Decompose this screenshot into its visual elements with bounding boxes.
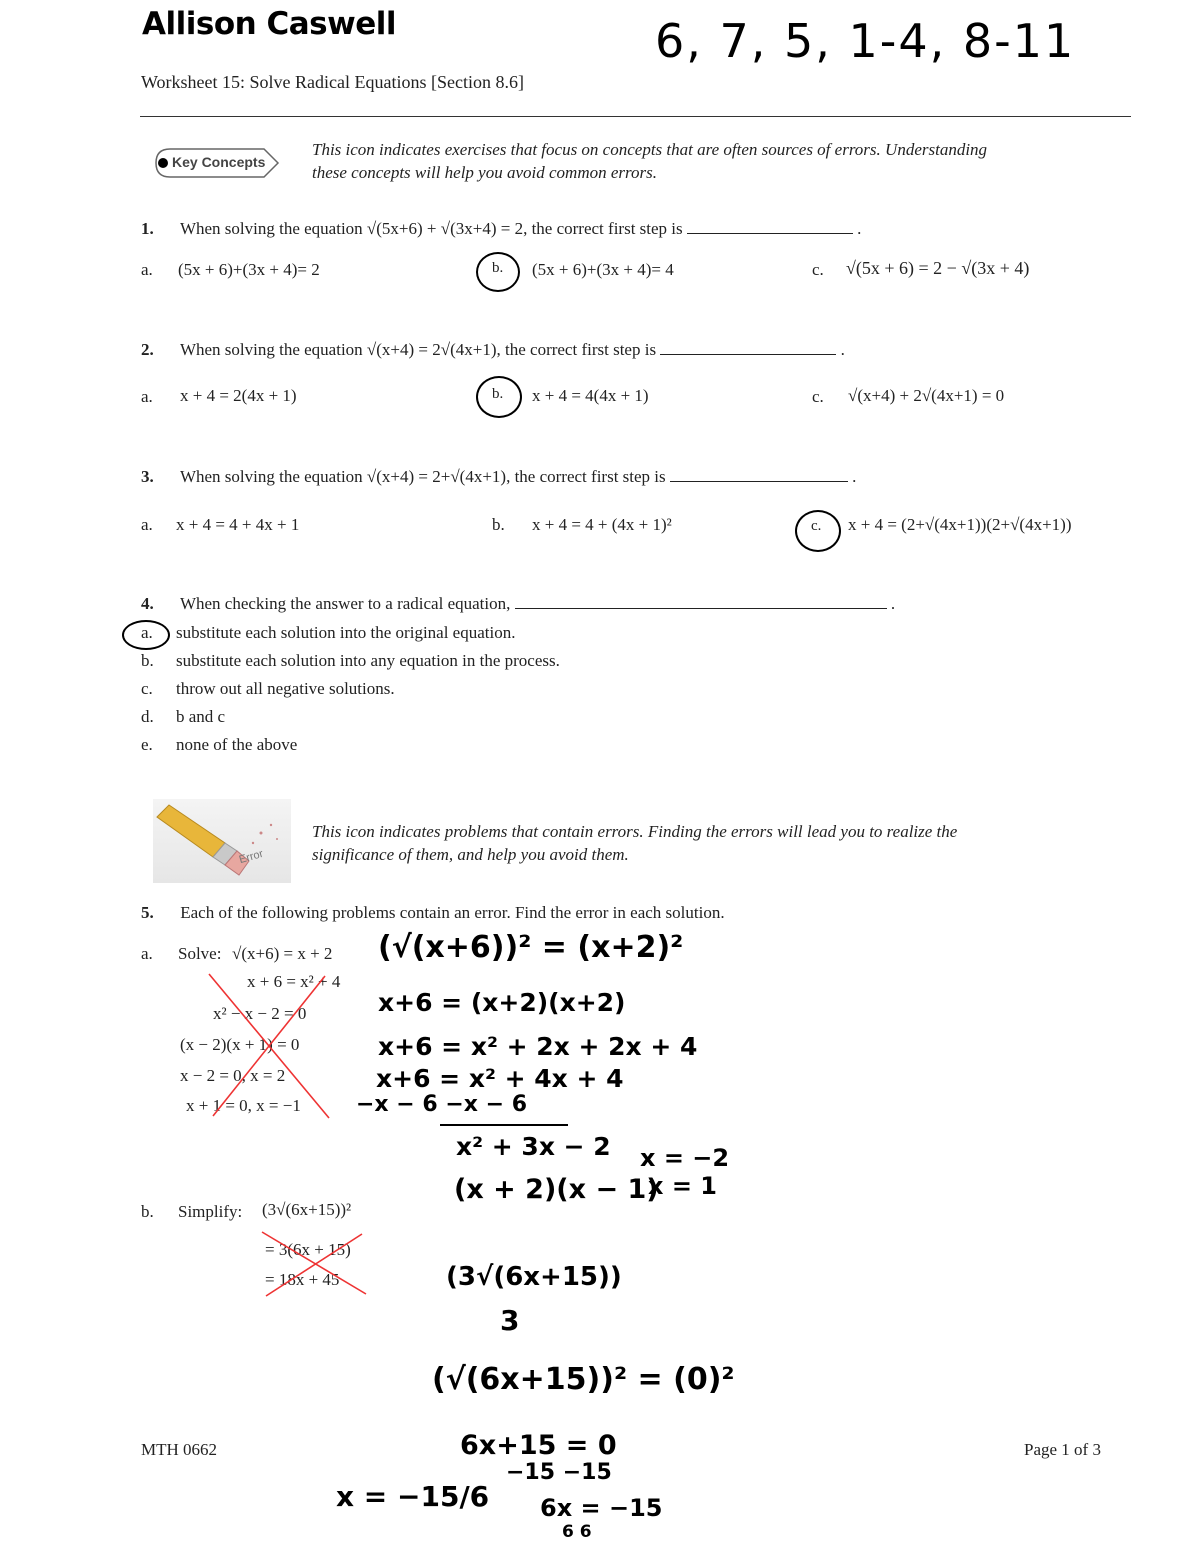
q3-option-b-letter: b.	[492, 515, 505, 534]
q5a-hand-step: x+6 = (x+2)(x+2)	[378, 988, 626, 1017]
answer-blank	[515, 594, 887, 609]
worksheet-title: Worksheet 15: Solve Radical Equations [Section 8.6]	[141, 72, 524, 92]
q5b-hand-step: x = −15/6	[336, 1480, 490, 1513]
q1-option-b-letter: b.	[492, 260, 504, 276]
question-prompt: When solving the equation	[179, 340, 363, 359]
q5a-step: x + 6 = x² + 4	[247, 972, 341, 991]
q5a-hand-step: (√(x+6))² = (x+2)²	[378, 930, 684, 965]
q3-option-a: x + 4 = 4 + 4x + 1	[176, 515, 300, 534]
q5b-hand-step: 3	[500, 1304, 520, 1337]
q5a-step: (x − 2)(x + 1) = 0	[180, 1035, 300, 1054]
q5a-hand-step: (x + 2)(x − 1)	[454, 1174, 659, 1205]
answer-blank	[660, 340, 836, 355]
q5a-step: x + 1 = 0, x = −1	[186, 1096, 301, 1115]
q5a-equation: √(x+6) = x + 2	[232, 944, 333, 963]
question-3: 3. When solving the equation √(x+4) = 2+√(4x+1), the correct first step is .	[141, 467, 857, 486]
question-suffix: , the correct first step is	[523, 219, 683, 238]
q5a-hand-step: x = −2	[640, 1144, 730, 1172]
q5b-hand-step: 6 6	[562, 1522, 592, 1542]
q4-option-e: none of the above	[176, 735, 298, 754]
q4-option-d-letter: d.	[141, 707, 154, 726]
question-number: 2.	[141, 340, 154, 359]
q5b-letter: b.	[141, 1202, 154, 1221]
q1-option-c: √(5x + 6) = 2 − √(3x + 4)	[846, 258, 1030, 278]
question-equation: √(5x+6) + √(3x+4) = 2	[366, 219, 524, 238]
question-suffix: , the correct first step is	[496, 340, 657, 359]
q5b-step: = 18x + 45	[265, 1270, 340, 1289]
key-concepts-note-1: This icon indicates exercises that focus on concepts that are often sources of errors. Understanding	[312, 140, 988, 159]
q4-option-c: throw out all negative solutions.	[176, 679, 395, 698]
question-5	[141, 903, 725, 923]
q4-option-a: substitute each solution into the original equation.	[176, 623, 516, 642]
question-4: 4. When checking the answer to a radical equation, .	[141, 594, 896, 613]
q2-option-b-letter: b.	[492, 386, 504, 402]
q5a-crossout	[205, 972, 335, 1122]
question-prompt: When checking the answer to a radical equation,	[179, 594, 511, 613]
question-equation: √(x+4) = 2√(4x+1)	[366, 340, 497, 359]
q2-option-a-letter: a.	[141, 387, 153, 406]
q2-option-b: x + 4 = 4(4x + 1)	[532, 386, 649, 405]
footer-page-number: Page 1 of 3	[1024, 1440, 1101, 1459]
q4-option-a-letter: a.	[141, 623, 153, 642]
q1-option-a-letter: a.	[141, 260, 153, 279]
q5a-label: Solve:	[178, 944, 222, 963]
question-prompt: When solving the equation	[179, 219, 363, 238]
q4-option-b: substitute each solution into any equation in the process.	[176, 651, 560, 670]
question-number: 5.	[141, 903, 154, 922]
q5b-crossout	[260, 1230, 370, 1300]
question-prompt: When solving the equation	[179, 467, 363, 486]
error-note-1: This icon indicates problems that contain errors. Finding the errors will lead you to realize the	[312, 822, 958, 841]
q5b-hand-step: −15 −15	[506, 1460, 612, 1485]
q5a-hand-step: x² + 3x − 2	[456, 1132, 611, 1161]
question-2: 2. When solving the equation √(x+4) = 2√(4x+1), the correct first step is .	[141, 340, 845, 359]
q5b-hand-step: (√(6x+15))² = (0)²	[432, 1362, 735, 1397]
q1-option-c-letter: c.	[812, 260, 824, 279]
question-prompt: Each of the following problems contain an error. Find the error in each solution.	[180, 903, 725, 922]
q3-option-c: x + 4 = (2+√(4x+1))(2+√(4x+1))	[848, 515, 1072, 534]
footer-course: MTH 0662	[141, 1440, 218, 1459]
q5b-step: = 3(6x + 15)	[265, 1240, 351, 1259]
q5a-hand-underline	[440, 1124, 568, 1126]
error-icon-label: Error	[237, 847, 265, 867]
question-suffix: , the correct first step is	[506, 467, 666, 486]
q2-option-a: x + 4 = 2(4x + 1)	[180, 386, 297, 405]
answer-blank	[687, 219, 853, 234]
question-equation: √(x+4) = 2+√(4x+1)	[366, 467, 507, 486]
answer-blank	[670, 467, 848, 482]
error-note-2: significance of them, and help you avoid them.	[312, 845, 629, 864]
q5b-hand-step: (3√(6x+15))	[446, 1262, 622, 1292]
q3-option-c-letter: c.	[811, 518, 822, 534]
q2-option-c-letter: c.	[812, 387, 824, 406]
header-divider	[140, 116, 1131, 117]
q1-option-a: (5x + 6)+(3x + 4)= 2	[178, 260, 320, 279]
question-number: 1.	[141, 219, 154, 238]
q5b-hand-step: 6x = −15	[540, 1494, 663, 1522]
q5a-hand-step: x+6 = x² + 2x + 2x + 4	[378, 1032, 698, 1061]
question-number: 4.	[141, 594, 154, 613]
q4-option-b-letter: b.	[141, 651, 154, 670]
q4-option-d: b and c	[176, 707, 226, 726]
q5a-letter: a.	[141, 944, 153, 963]
student-name: Allison Caswell	[142, 6, 397, 42]
q5a-step: x² − x − 2 = 0	[213, 1004, 307, 1023]
q4-option-c-letter: c.	[141, 679, 153, 698]
q5a-step: x − 2 = 0, x = 2	[180, 1066, 286, 1085]
q3-option-b: x + 4 = 4 + (4x + 1)²	[532, 515, 672, 534]
question-1: 1. When solving the equation √(5x+6) + √(3x+4) = 2, the correct first step is .	[141, 219, 862, 238]
q5b-hand-step: 6x+15 = 0	[460, 1430, 617, 1461]
q5a-hand-step: −x − 6 −x − 6	[356, 1092, 528, 1117]
q5a-hand-step: x = 1	[648, 1172, 717, 1200]
q1-option-b: (5x + 6)+(3x + 4)= 4	[532, 260, 674, 279]
key-concepts-icon	[152, 143, 280, 183]
q5b-label: Simplify:	[178, 1202, 243, 1221]
key-concepts-label: Key Concepts	[172, 154, 266, 170]
q3-option-a-letter: a.	[141, 515, 153, 534]
assigned-problems: 6, 7, 5, 1-4, 8-11	[655, 14, 1076, 68]
q5a-hand-step: x+6 = x² + 4x + 4	[376, 1064, 624, 1093]
q5b-expression: (3√(6x+15))²	[262, 1200, 352, 1219]
question-number: 3.	[141, 467, 154, 486]
q4-option-e-letter: e.	[141, 735, 153, 754]
error-eraser-icon	[153, 799, 291, 883]
key-concepts-note-2: these concepts will help you avoid common errors.	[312, 163, 657, 182]
q2-option-c: √(x+4) + 2√(4x+1) = 0	[848, 386, 1005, 405]
